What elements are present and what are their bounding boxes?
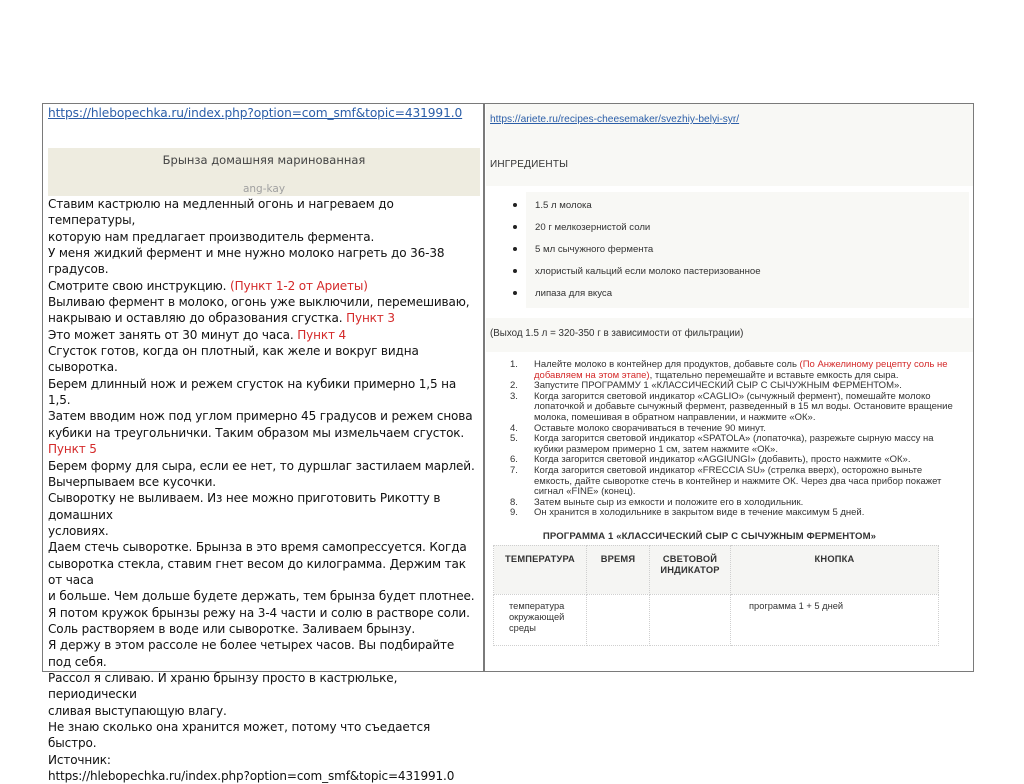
line-text: кубики на треугольнички. Таким образом мы измельчаем сгусток. [48, 425, 465, 440]
yield-note: (Выход 1.5 л = 320-350 г в зависимости от фильтрации) [490, 328, 744, 339]
program-table [493, 545, 939, 646]
cell-time [587, 594, 650, 645]
yield-row [486, 318, 973, 352]
line-text: Ставим кастрюлю на медленный огонь и нагреваем до температуры, [48, 197, 394, 228]
step-text: Когда загорится световой индикатор «CAGLIO» (сычужный фермент), помешайте молоко лопаточкой и добавьте сычужный фермент, разведенный в 15 мл воды. Остановите вращение молока, помешивая в обратном направлении, и нажмите «ОК». [534, 390, 953, 423]
step-number: 3. [510, 390, 518, 402]
step-number: 9. [510, 507, 518, 519]
text-line [48, 670, 480, 703]
step-text: Затем выньте сыр из емкости и положите его в холодильник. [534, 496, 804, 508]
recipe-author: ang-kay [242, 183, 286, 195]
ingredient-item [526, 196, 969, 218]
text-line [48, 768, 480, 784]
line-text: Смотрите свою инструкцию. [48, 278, 231, 293]
ingredient-item [526, 240, 969, 262]
recipe-banner [48, 148, 480, 196]
step-number: 1. [510, 359, 518, 370]
ingredient-item [526, 284, 969, 306]
ingredients-list [526, 192, 969, 308]
line-text: Сыворотку не выливаем. Из нее можно приготовить Рикотту в домашних [48, 491, 441, 522]
ingredient-text: липаза для вкуса [535, 288, 613, 299]
header-temperature: ТЕМПЕРАТУРА [494, 545, 587, 594]
cell-temperature: температура окружающей среды [494, 594, 587, 645]
ariete-link-row [486, 104, 973, 150]
text-line [48, 196, 480, 229]
text-line [48, 539, 480, 555]
ingredient-item [526, 262, 969, 284]
recipe-text [48, 196, 480, 784]
column-divider [483, 104, 485, 671]
line-text: Вычерпываем все кусочки. [48, 474, 216, 489]
steps-list [486, 360, 973, 519]
step-reference: (Пункт 1-2 от Ариеты) [230, 278, 368, 293]
step-reference: Пункт 3 [346, 311, 395, 326]
ingredients-heading-row [486, 150, 973, 186]
step-reference: Пункт 4 [297, 327, 347, 342]
step-number: 5. [510, 433, 518, 445]
step-item [486, 392, 973, 424]
text-line [48, 752, 480, 768]
step-text: Оставьте молоко сворачиваться в течение 90 минут. [534, 422, 766, 434]
step-note: (По Анжелиному рецепту соль не добавляем на этом этапе) [534, 359, 948, 381]
line-text: сливая выступающую влагу. [48, 703, 227, 718]
program-table-header [494, 545, 939, 594]
bullet-icon [513, 291, 517, 295]
text-line [48, 376, 480, 409]
step-item [486, 508, 973, 519]
step-number: 7. [510, 464, 518, 476]
step-item [486, 466, 973, 498]
line-text: условиях. [48, 523, 109, 538]
ingredient-text: хлористый кальций если молоко пастеризованное [535, 266, 761, 277]
text-line [48, 458, 480, 474]
ingredient-text: 5 мл сычужного фермента [535, 244, 654, 255]
ingredient-item [526, 218, 969, 240]
text-line [48, 278, 480, 294]
document-table [42, 103, 974, 784]
step-text: Запустите ПРОГРАММУ 1 «КЛАССИЧЕСКИЙ СЫР С СЫЧУЖНЫМ ФЕРМЕНТОМ». [534, 380, 902, 392]
step-text: Когда загорится световой индикатор «AGGIUNGI» (добавить), просто нажмите «ОК». [534, 454, 911, 466]
step-number: 8. [510, 496, 518, 508]
text-line [48, 523, 480, 539]
text-line [48, 425, 480, 458]
table-row [494, 594, 939, 645]
line-text: сыворотка стекла, ставим гнет весом до килограмма. Держим так от часа [48, 556, 466, 587]
step-text: Налейте молоко в контейнер для продуктов, добавьте соль [534, 359, 800, 370]
recipe-title: Брынза домашняя маринованная [162, 153, 366, 167]
step-number: 2. [510, 380, 518, 392]
line-text: Это может занять от 30 минут до часа. [48, 327, 298, 342]
line-text: Рассол я сливаю. И храню брынзу просто в кастрюльке, периодически [48, 670, 398, 702]
step-text: Когда загорится световой индикатор «FRECCIA SU» (стрелка вверх), осторожно выньте емкость, дайте сыворотке стечь в контейнер и нажмите ОК. Через два часа прибор покажет сигнал «FINE» (конец). [534, 464, 942, 498]
text-line [48, 310, 480, 326]
line-text: Выливаю фермент в молоко, огонь уже выключили, перемешиваю, [48, 295, 470, 310]
hlebopechka-source-link[interactable]: https://hlebopechka.ru/index.php?option=com_smf&topic=431991.0 [48, 106, 463, 120]
step-text: Когда загорится световой индикатор «SPATOLA» (лопаточка), разрежьте сырную массу на кубики размером примерно 1 см, затем нажмите «ОК». [534, 433, 934, 455]
text-line [48, 229, 480, 245]
bullet-icon [513, 269, 517, 273]
cell-indicator [650, 594, 731, 645]
step-text: , тщательно перемешайте и вставьте емкость для сыра. [649, 369, 899, 381]
bullet-icon [513, 247, 517, 251]
line-text: Берем форму для сыра, если ее нет, то дуршлаг застилаем марлей. [48, 458, 475, 473]
line-text: накрываю и оставляю до образования сгустка. [48, 311, 347, 326]
line-text: https://hlebopechka.ru/index.php?option=com_smf&topic=431991.0 [48, 769, 455, 784]
line-text: и больше. Чем дольше будете держать, тем брынза будет плотнее. [48, 589, 475, 604]
ingredient-text: 20 г мелкозернистой соли [535, 222, 651, 233]
ariete-source-link[interactable]: https://ariete.ru/recipes-cheesemaker/svezhiy-belyi-syr/ [490, 114, 740, 125]
header-button: КНОПКА [731, 545, 939, 594]
step-item [486, 360, 973, 381]
line-text: Затем вводим нож под углом примерно 45 градусов и режем снова [48, 409, 473, 424]
step-number: 4. [510, 422, 518, 434]
text-line [48, 621, 480, 637]
line-text: Я держу в этом рассоле не более четырех часов. Вы подбирайте под себя. [48, 638, 455, 669]
text-line [48, 637, 480, 670]
step-reference: Пункт 5 [48, 442, 97, 457]
text-line [48, 327, 480, 343]
line-text: Не знаю сколько она хранится может, потому что съедается быстро. [48, 720, 431, 751]
bullet-icon [513, 225, 517, 229]
bullet-icon [513, 203, 517, 207]
text-line [48, 474, 480, 490]
line-text: Даем стечь сыворотке. Брынза в это время самопрессуется. Когда [48, 540, 467, 555]
text-line [48, 294, 480, 310]
header-indicator: СВЕТОВОЙ ИНДИКАТОР [650, 545, 731, 594]
line-text: У меня жидкий фермент и мне нужно молоко нагреть до 36-38 градусов. [48, 246, 445, 277]
cell-button: программа 1 + 5 дней [731, 594, 939, 645]
line-text: Берем длинный нож и режем сгусток на кубики примерно 1,5 на 1,5. [48, 376, 457, 408]
ingredient-text: 1.5 л молока [535, 200, 592, 211]
text-line [48, 245, 480, 278]
ingredients-heading: ИНГРЕДИЕНТЫ [490, 159, 569, 170]
line-text: Сгусток готов, когда он плотный, как желе и вокруг видна сыворотка. [48, 344, 419, 375]
text-line [48, 343, 480, 376]
text-line [48, 703, 480, 719]
line-text: Соль растворяем в воде или сыворотке. Заливаем брынзу. [48, 621, 416, 636]
right-column [486, 104, 973, 646]
step-item [486, 434, 973, 455]
left-column [48, 104, 480, 784]
line-text: которую нам предлагает производитель фермента. [48, 229, 375, 244]
line-text: Источник: [48, 752, 111, 767]
program-title: ПРОГРАММА 1 «КЛАССИЧЕСКИЙ СЫР С СЫЧУЖНЫМ ФЕРМЕНТОМ» [542, 530, 877, 542]
step-number: 6. [510, 454, 518, 466]
line-text: Я потом кружок брынзы режу на 3-4 части и солю в растворе соли. [48, 605, 470, 620]
step-text: Он хранится в холодильнике в закрытом виде в течение максимум 5 дней. [534, 507, 865, 519]
text-line [48, 605, 480, 621]
text-line [48, 490, 480, 523]
text-line [48, 588, 480, 604]
text-line [48, 408, 480, 424]
text-line [48, 556, 480, 589]
header-time: ВРЕМЯ [587, 545, 650, 594]
